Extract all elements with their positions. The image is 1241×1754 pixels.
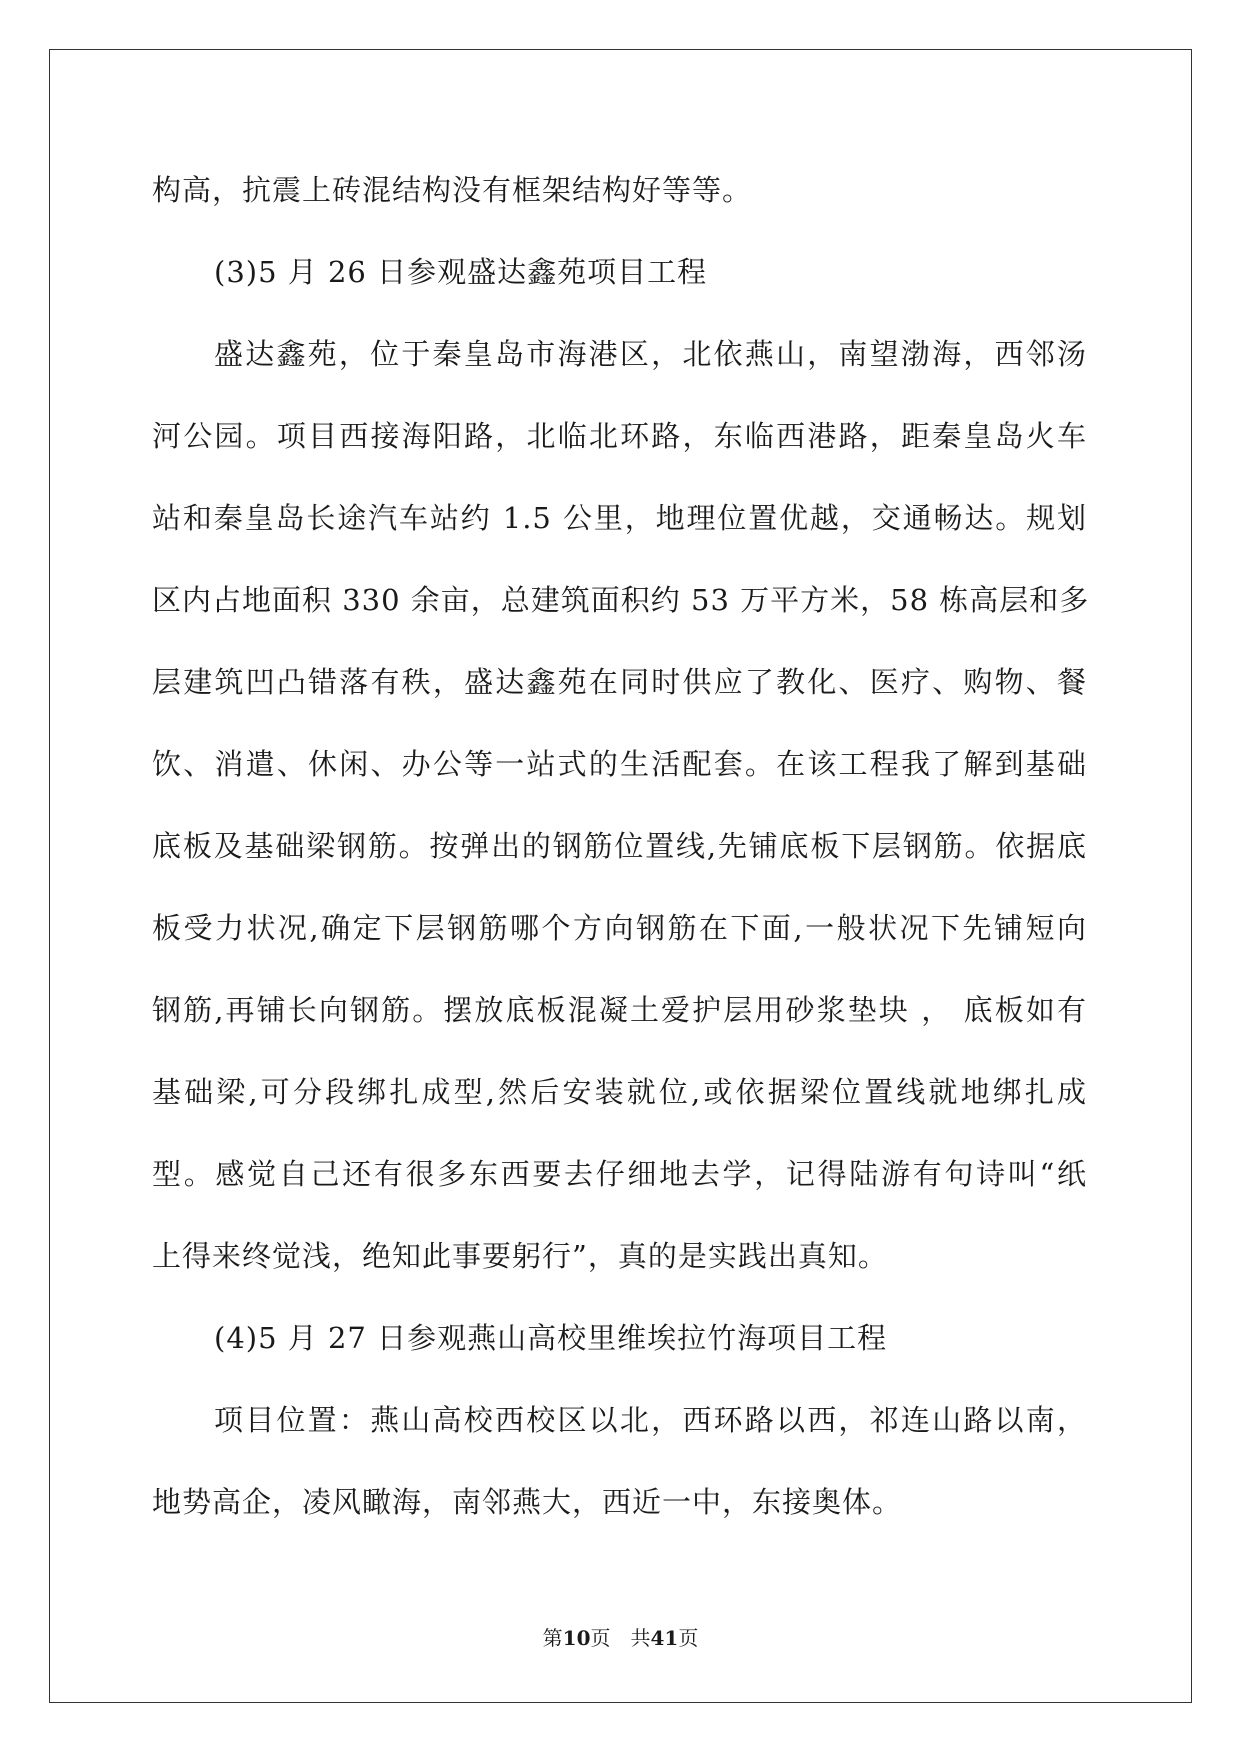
- text-line: 站和秦皇岛长途汽车站约 1.5 公里，地理位置优越，交通畅达。规划: [152, 501, 1087, 535]
- section-heading: (4)5 月 27 日参观燕山高校里维埃拉竹海项目工程: [214, 1321, 888, 1355]
- text-line: 层建筑凹凸错落有秩，盛达鑫苑在同时供应了教化、医疗、购物、餐: [152, 665, 1087, 699]
- document-body: [152, 160, 1090, 1554]
- text-line: 钢筋,再铺长向钢筋。摆放底板混凝土爱护层用砂浆垫块 ， 底板如有: [152, 993, 1087, 1027]
- text-line: 河公园。项目西接海阳路，北临北环路，东临西港路，距秦皇岛火车: [152, 419, 1087, 453]
- total-page-number: 41: [650, 1626, 679, 1650]
- text-line: 基础梁,可分段绑扎成型,然后安装就位,或依据梁位置线就地绑扎成: [152, 1075, 1087, 1109]
- text-line: 上得来终觉浅，绝知此事要躬行”，真的是实践出真知。: [152, 1239, 888, 1273]
- text-line: 地势高企，凌风瞰海，南邻燕大，西近一中，东接奥体。: [152, 1485, 903, 1519]
- text-line: 板受力状况,确定下层钢筋哪个方向钢筋在下面,一般状况下先铺短向: [152, 911, 1087, 945]
- text-line: 构高，抗震上砖混结构没有框架结构好等等。: [152, 173, 753, 207]
- text-line: 项目位置：燕山高校西校区以北，西环路以西，祁连山路以南，: [214, 1403, 1087, 1437]
- text-line: 饮、消遣、休闲、办公等一站式的生活配套。在该工程我了解到基础: [152, 747, 1087, 781]
- page-footer: [0, 1622, 1241, 1651]
- current-page-number: 10: [562, 1626, 591, 1650]
- text-line: 型。感觉自己还有很多东西要去仔细地去学，记得陆游有句诗叫“纸: [152, 1157, 1087, 1191]
- text-line: 区内占地面积 330 余亩，总建筑面积约 53 万平方米，58 栋高层和多: [152, 583, 1090, 617]
- footer-suffix: 页: [678, 1626, 699, 1650]
- section-heading: (3)5 月 26 日参观盛达鑫苑项目工程: [214, 255, 708, 289]
- footer-prefix: 第: [542, 1626, 563, 1650]
- text-line: 盛达鑫苑，位于秦皇岛市海港区，北依燕山，南望渤海，西邻汤: [214, 337, 1087, 371]
- footer-middle: 页 共: [590, 1626, 651, 1650]
- text-line: 底板及基础梁钢筋。按弹出的钢筋位置线,先铺底板下层钢筋。依据底: [152, 829, 1087, 863]
